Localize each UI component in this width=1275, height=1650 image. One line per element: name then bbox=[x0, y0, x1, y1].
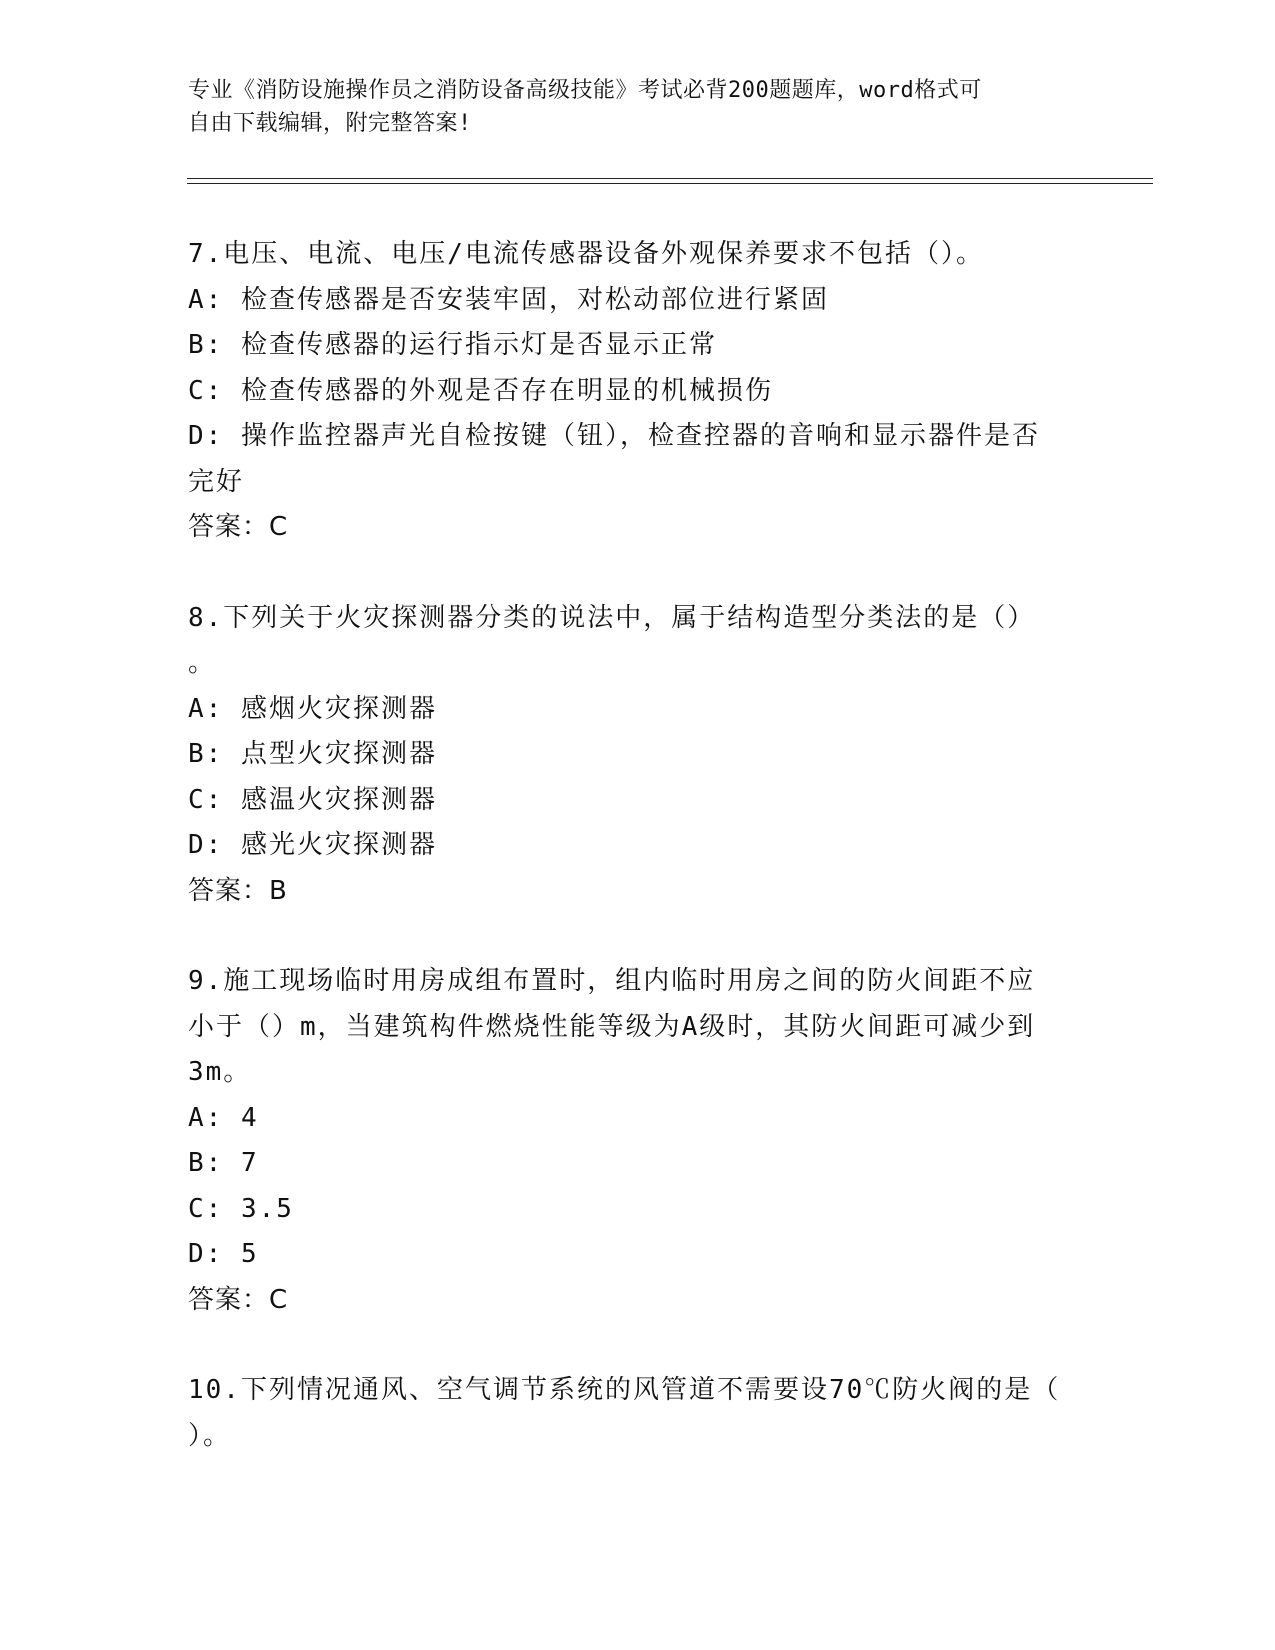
question-stem: 8.下列关于火灾探测器分类的说法中，属于结构造型分类法的是（） bbox=[188, 602, 1036, 633]
question-stem: 3m。 bbox=[188, 1057, 252, 1087]
answer-option: C: 检查传感器的外观是否存在明显的机械损伤 bbox=[188, 375, 773, 406]
header-divider-top bbox=[187, 178, 1153, 179]
question-list bbox=[188, 232, 1078, 1504]
header-line-2: 自由下载编辑，附完整答案! bbox=[188, 111, 472, 136]
question-stem: 9.施工现场临时用房成组布置时，组内临时用房之间的防火间距不应 bbox=[188, 966, 1036, 996]
answer-option: A: 4 bbox=[188, 1102, 259, 1133]
document-header bbox=[188, 74, 1068, 140]
answer-option: C: 3.5 bbox=[188, 1193, 294, 1224]
question-stem: 7.电压、电流、电压/电流传感器设备外观保养要求不包括（）。 bbox=[188, 239, 984, 269]
question-stem: 。 bbox=[188, 648, 217, 678]
answer-option: D: 感光火灾探测器 bbox=[188, 830, 437, 860]
question-stem: ）。 bbox=[188, 1420, 232, 1451]
question-block bbox=[188, 959, 1078, 1323]
answer-option: B: 7 bbox=[188, 1148, 259, 1178]
answer-key: 答案：C bbox=[188, 512, 289, 542]
answer-option: B: 点型火灾探测器 bbox=[188, 739, 437, 769]
answer-option: A: 检查传感器是否安装牢固，对松动部位进行紧固 bbox=[188, 284, 829, 315]
question-block bbox=[188, 596, 1078, 915]
answer-key: 答案：B bbox=[188, 875, 288, 906]
question-stem: 小于（）m，当建筑构件燃烧性能等级为A级时，其防火间距可减少到 bbox=[188, 1011, 1036, 1042]
answer-option: D: 操作监控器声光自检按键（钮），检查控器的音响和显示器件是否 bbox=[188, 421, 1040, 451]
answer-key: 答案：C bbox=[188, 1284, 289, 1315]
answer-option: A: 感烟火灾探测器 bbox=[188, 693, 437, 724]
question-block bbox=[188, 232, 1078, 551]
answer-option: B: 检查传感器的运行指示灯是否显示正常 bbox=[188, 330, 717, 360]
header-line-1: 专业《消防设施操作员之消防设备高级技能》考试必背200题题库，word格式可 bbox=[188, 78, 982, 103]
question-block bbox=[188, 1368, 1078, 1459]
answer-option: D: 5 bbox=[188, 1239, 259, 1269]
answer-option: 完好 bbox=[188, 466, 245, 497]
answer-option: C: 感温火灾探测器 bbox=[188, 784, 437, 815]
question-stem: 10.下列情况通风、空气调节系统的风管道不需要设70℃防火阀的是（ bbox=[188, 1375, 1061, 1405]
header-divider-bottom bbox=[187, 183, 1153, 184]
